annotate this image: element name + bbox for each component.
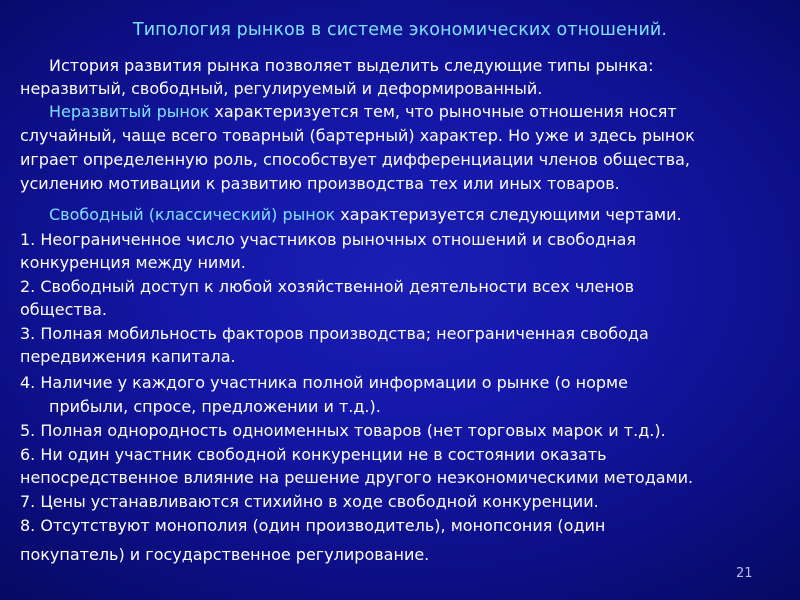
feature-3-line-1: 3. Полная мобильность факторов производства; неограниченная свобода [20, 324, 649, 343]
feature-4-line-2: прибыли, спросе, предложении и т.д.). [49, 397, 381, 416]
free-market-term: Свободный (классический) рынок [49, 205, 336, 224]
feature-1-line-1: 1. Неограниченное число участников рыночных отношений и свободная [20, 230, 637, 249]
free-market-intro-text: характеризуется следующими чертами. [335, 205, 682, 224]
feature-1-line-2: конкуренция между ними. [20, 253, 246, 272]
feature-4-line-1: 4. Наличие у каждого участника полной информации о рынке (о норме [20, 373, 628, 392]
undeveloped-line-1-text: характеризуется тем, что рыночные отношения носят [209, 102, 677, 121]
feature-6-line-2: непосредственное влияние на решение другого неэкономическими методами. [20, 468, 694, 487]
feature-2-line-1: 2. Свободный доступ к любой хозяйственной деятельности всех членов [20, 277, 635, 296]
page-number: 21 [736, 566, 753, 581]
undeveloped-line-2: случайный, чаще всего товарный (бартерный) характер. Но уже и здесь рынок [20, 126, 695, 145]
feature-8-line-1: 8. Отсутствуют монополия (один производитель), монопсония (один [20, 516, 606, 535]
feature-5-line-1: 5. Полная однородность одноименных товаров (нет торговых марок и т.д.). [20, 421, 666, 440]
feature-7-line-1: 7. Цены устанавливаются стихийно в ходе свободной конкуренции. [20, 492, 599, 511]
intro-line-2: неразвитый, свободный, регулируемый и деформированный. [20, 79, 543, 98]
slide-title: Типология рынков в системе экономических отношений. [132, 20, 668, 40]
feature-2-line-2: общества. [20, 300, 108, 319]
feature-6-line-1: 6. Ни один участник свободной конкуренции не в состоянии оказать [20, 445, 607, 464]
free-market-intro [49, 205, 682, 225]
undeveloped-market-term: Неразвитый рынок [49, 102, 210, 121]
undeveloped-line-4: усилению мотивации к развитию производства тех или иных товаров. [20, 174, 620, 193]
feature-8-line-2: покупатель) и государственное регулирование. [20, 545, 430, 564]
undeveloped-line-1 [49, 102, 677, 122]
undeveloped-line-3: играет определенную роль, способствует дифференциации членов общества, [20, 150, 691, 169]
feature-3-line-2: передвижения капитала. [20, 347, 236, 366]
intro-line-1: История развития рынка позволяет выделить следующие типы рынка: [49, 56, 654, 75]
